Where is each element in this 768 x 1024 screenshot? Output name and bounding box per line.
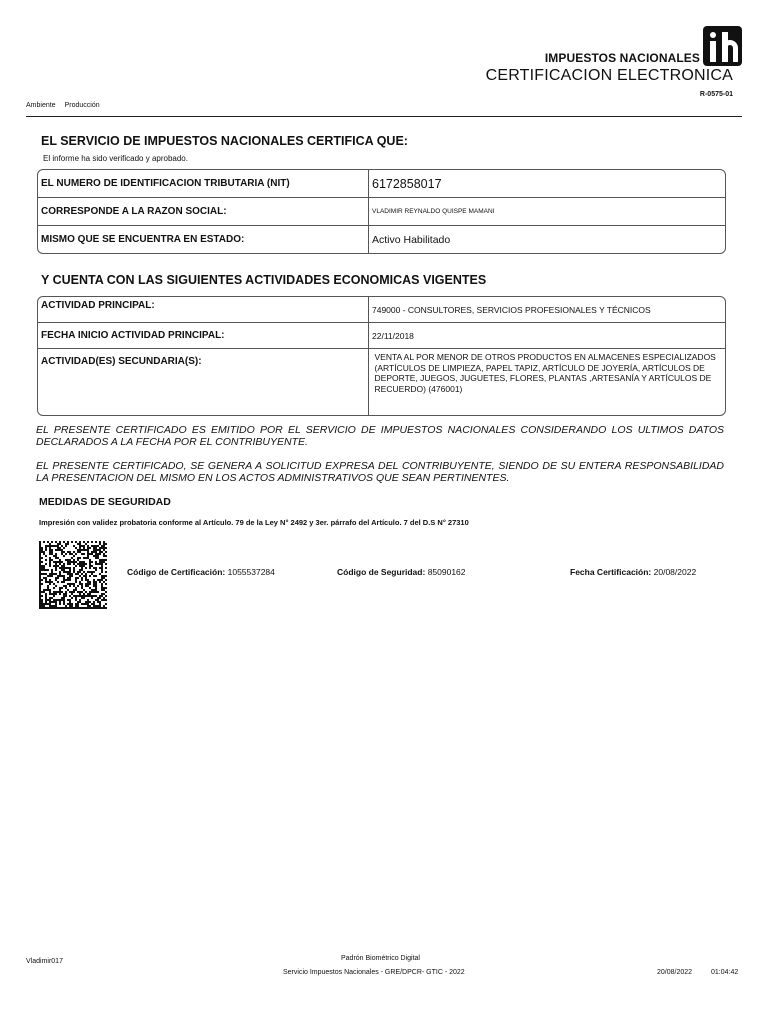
table-row (38, 349, 725, 415)
environment-info (26, 102, 100, 109)
document-type: CERTIFICACION ELECTRONICA (485, 67, 733, 84)
header-divider (26, 116, 742, 117)
nit-value: 6172858017 (372, 176, 442, 191)
activities-title: Y CUENTA CON LAS SIGUIENTES ACTIVIDADES ECONOMICAS VIGENTES (41, 273, 487, 287)
form-code: R-0575-01 (699, 91, 733, 98)
environment-value: Producción (64, 102, 100, 109)
agency-name: IMPUESTOS NACIONALES (544, 51, 700, 65)
footer-time: 01:04:42 (711, 969, 739, 976)
activities-table (37, 296, 726, 416)
business-name-value: VLADIMIR REYNALDO QUISPE MAMANI (372, 208, 495, 215)
legal-paragraph-2: EL PRESENTE CERTIFICADO, SE GENERA A SOLICITUD EXPRESA DEL CONTRIBUYENTE, SIENDO DE SU ENTERA RESPONSABILIDAD LA PRESENTACION DEL MISMO EN LOS ACTOS ADMINISTRATIVOS QUE SEAN PERTINENTES. (36, 460, 724, 484)
start-date-label: FECHA INICIO ACTIVIDAD PRINCIPAL: (38, 323, 369, 348)
table-row (38, 170, 725, 198)
table-row (38, 198, 725, 226)
security-code-value: 85090162 (427, 567, 466, 577)
footer-credits: Servicio Impuestos Nacionales - GRE/DPCR- GTIC - 2022 (283, 969, 465, 976)
certification-code-label: Código de Certificación: (127, 567, 226, 577)
footer-system: Padrón Biométrico Digital (341, 955, 420, 962)
footer-user: Vladimir017 (26, 958, 63, 965)
certifies-title: EL SERVICIO DE IMPUESTOS NACIONALES CERTIFICA QUE: (41, 134, 408, 148)
certification-date (570, 567, 696, 577)
qr-code-icon (39, 541, 107, 609)
main-activity-value: 749000 - CONSULTORES, SERVICIOS PROFESIONALES Y TÉCNICOS (372, 304, 651, 315)
table-row (38, 297, 725, 323)
status-value: Activo Habilitado (372, 233, 451, 246)
footer-date: 20/08/2022 (657, 969, 693, 976)
certification-code-value: 1055537284 (227, 567, 275, 577)
table-row (38, 323, 725, 349)
table-row (38, 226, 725, 253)
business-name-label: CORRESPONDE A LA RAZON SOCIAL: (38, 198, 369, 225)
certification-date-value: 20/08/2022 (653, 567, 697, 577)
security-code (337, 567, 466, 577)
security-title: MEDIDAS DE SEGURIDAD (39, 496, 171, 508)
secondary-activities-value: VENTA AL POR MENOR DE OTROS PRODUCTOS EN ALMACENES ESPECIALIZADOS (ARTÍCULOS DE LIMPIEZA, PAPEL TAPIZ, ARTÍCULO DE JOYERÍA, ARTÍCULOS DE DEPORTE, JUEGOS, JUGUETES, FLORES, PLANTAS ,ARTESANÍA Y ARTÍCULOS DE RECUERDO) (476001) (374, 352, 716, 394)
certification-code (127, 567, 275, 577)
environment-label: Ambiente (26, 102, 56, 109)
legal-validity-note: Impresión con validez probatoria conforme al Artículo. 79 de la Ley N° 2492 y 3er. párrafo del Artículo. 7 del D.S N° 27310 (39, 518, 469, 527)
start-date-value: 22/11/2018 (372, 330, 414, 341)
certification-date-label: Fecha Certificación: (570, 567, 652, 577)
secondary-activities-label: ACTIVIDAD(ES) SECUNDARIA(S): (38, 349, 369, 415)
verification-note: El informe ha sido verificado y aprobado. (43, 154, 188, 163)
main-activity-label: ACTIVIDAD PRINCIPAL: (38, 297, 369, 322)
legal-paragraph-1: EL PRESENTE CERTIFICADO ES EMITIDO POR EL SERVICIO DE IMPUESTOS NACIONALES CONSIDERANDO LOS ULTIMOS DATOS DECLARADOS A LA FECHA POR EL CONTRIBUYENTE. (36, 424, 724, 448)
agency-logo-icon (703, 26, 742, 66)
nit-label: EL NUMERO DE IDENTIFICACION TRIBUTARIA (NIT) (38, 170, 369, 197)
security-code-label: Código de Seguridad: (337, 567, 426, 577)
status-label: MISMO QUE SE ENCUENTRA EN ESTADO: (38, 226, 369, 253)
taxpayer-info-table (37, 169, 726, 254)
